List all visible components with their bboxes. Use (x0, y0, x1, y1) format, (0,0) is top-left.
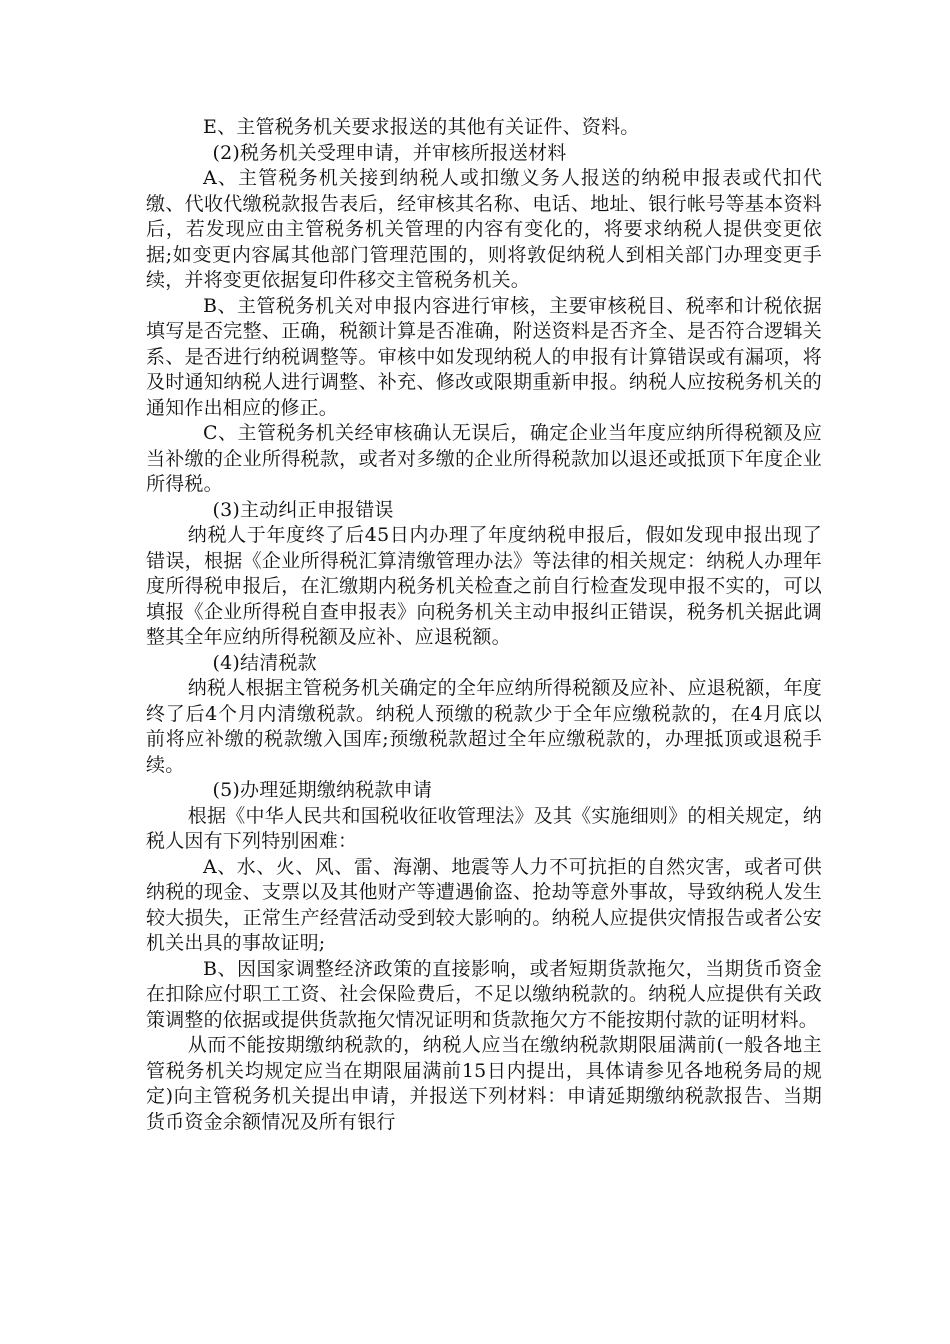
heading-correct-errors: (3)主动纠正申报错误 (212, 498, 394, 521)
paragraph-a-basic-info-review: A、主管税务机关接到纳税人或扣缴义务人报送的纳税申报表或代扣代缴、代收代缴税款报告表后，经审核其名称、电话、地址、银行帐号等基本资料后，若发现应由主管税务机关管理的内容有变化的，将要求纳税人提供变更依据;如变更内容属其他部门管理范围的，则将敦促纳税人到相关部门办理变更手续，并将变更依据复印件移交主管税务机关。 (146, 167, 822, 291)
paragraph-settle-tax: 纳税人根据主管税务机关确定的全年应纳所得税额及应补、应退税额，年度终了后4个月内清缴税款。纳税人预缴的税款少于全年应缴税款的，在4月底以前将应补缴的税款缴入国库;预缴税款超过全年应缴税款的，办理抵顶或退税手续。 (146, 677, 822, 776)
paragraph-c-confirm-tax: C、主管税务机关经审核确认无误后，确定企业当年度应纳所得税额及应当补缴的企业所得税款，或者对多缴的企业所得税款加以退还或抵顶下年度企业所得税。 (146, 422, 822, 495)
paragraph-b-policy-change: B、因国家调整经济政策的直接影响，或者短期货款拖欠，当期货币资金在扣除应付职工工资、社会保险费后，不足以缴纳税款的。纳税人应提供有关政策调整的依据或提供货款拖欠情况证明和货款拖欠方不能按期付款的证明材料。 (146, 957, 822, 1031)
paragraph-a-natural-disaster: A、水、火、风、雷、海潮、地震等人力不可抗拒的自然灾害，或者可供纳税的现金、支票以及其他财产等遭遇偷盗、抢劫等意外事故，导致纳税人发生较大损失，正常生产经营活动受到较大影响的。纳税人应提供灾情报告或者公安机关出具的事故证明; (146, 855, 822, 954)
paragraph-e-other-documents: E、主管税务机关要求报送的其他有关证件、资料。 (203, 116, 640, 138)
paragraph-deferral-basis: 根据《中华人民共和国税收征收管理法》及其《实施细则》的相关规定，纳税人因有下列特别困难： (146, 804, 822, 852)
heading-settle-tax: (4)结清税款 (212, 651, 317, 674)
document-page (146, 115, 822, 1135)
heading-tax-authority-review: (2)税务机关受理申请，并审核所报送材料 (212, 141, 567, 164)
paragraph-correct-errors: 纳税人于年度终了后45日内办理了年度纳税申报后，假如发现申报出现了错误，根据《企业所得税汇算清缴管理办法》等法律的相关规定：纳税人办理年度所得税申报后，在汇缴期内税务机关检查之前自行检查发现申报不实的，可以填报《企业所得税自查申报表》向税务机关主动申报纠正错误，税务机关据此调整其全年应纳所得税额及应补、应退税额。 (146, 524, 822, 648)
heading-deferral-application: (5)办理延期缴纳税款申请 (212, 779, 433, 801)
paragraph-b-content-review: B、主管税务机关对申报内容进行审核，主要审核税目、税率和计税依据填写是否完整、正确，税额计算是否准确，附送资料是否齐全、是否符合逻辑关系、是否进行纳税调整等。审核中如发现纳税人的申报有计算错误或有漏项，将及时通知纳税人进行调整、补充、修改或限期重新申报。纳税人应按税务机关的通知作出相应的修正。 (146, 294, 822, 419)
paragraph-deferral-materials: 从而不能按期缴纳税款的，纳税人应当在缴纳税款期限届满前(一般各地主管税务机关均规定应当在期限届满前15日内提出，具体请参见各地税务局的规定)向主管税务机关提出申请，并报送下列材料：申请延期缴纳税款报告、当期货币资金余额情况及所有银行 (146, 1034, 822, 1133)
